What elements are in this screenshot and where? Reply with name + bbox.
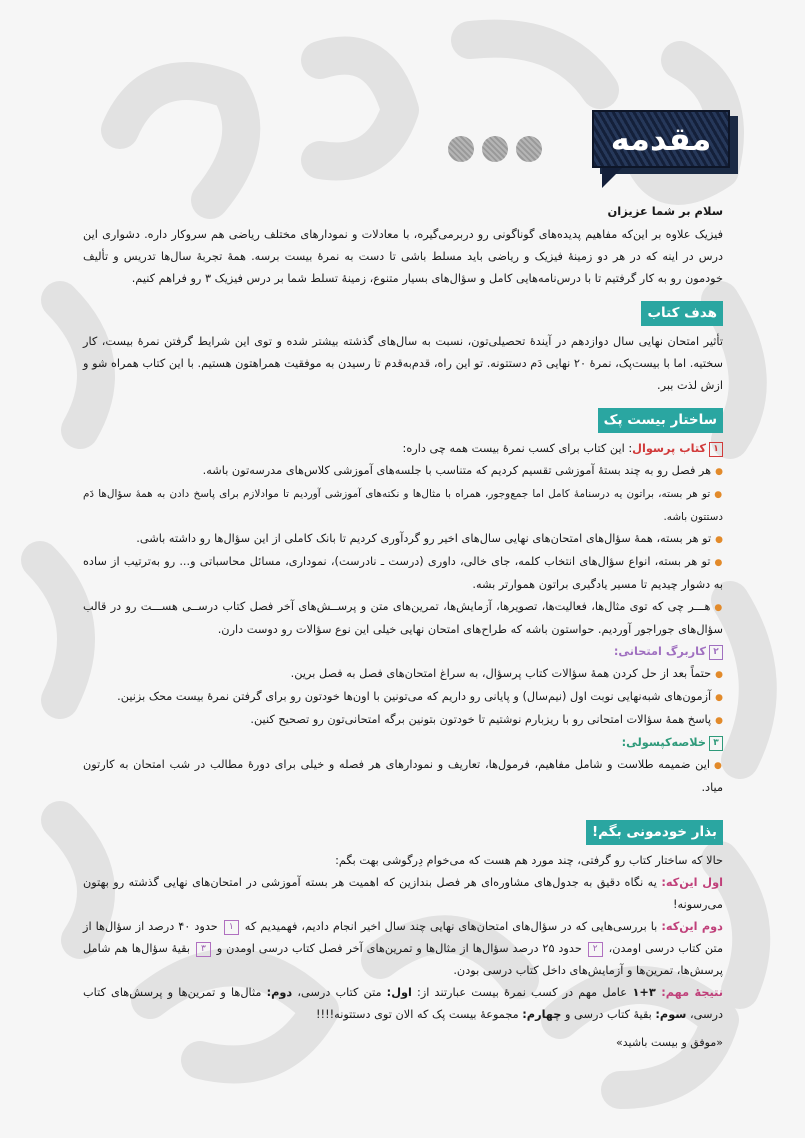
list-item: ● هـــر چی که توی مثال‌ها، فعالیت‌ها، تصویرها، آزمایش‌ها، تمرین‌های متن و پرســش‌های آخر فصل کتاب درســی هســـت رو در قالب سؤال‌های جوراجور آوردیم. حواستون باشه که طراح‌های امتحان نهایی خیلی این نوع سؤالات رو دوست دارن. [83,596,723,641]
section-heading-structure: ساختار بیست پک [598,408,723,433]
speech-tail-icon [602,166,624,188]
dot-icon [448,136,474,162]
item-title: کاربرگ امتحانی: [613,645,706,658]
list-item: ● هر فصل رو به چند بستهٔ آموزشی تقسیم کردیم که متناسب با جلسه‌های آموزشی کلاس‌های مدرسه‌تون باشه. [83,460,723,483]
item-title: کتاب پرسوال [632,442,706,455]
closing-line: «موفق و بیست باشید» [616,1036,723,1049]
second-text-d: بقیهٔ سؤال‌ها هم شامل پرسش‌ها، تمرین‌ها و آزمایش‌های داخل کتاب درسی بودن. [83,942,723,977]
structure-item-2 [83,641,723,663]
result-second-text: مثال‌ها و تمرین‌ها و پرسش‌های کتاب درسی، [83,986,723,1021]
result-fourth: چهارم: [522,1008,562,1021]
result-first: اول: [386,986,412,999]
section-heading-goal: هدف کتاب [641,301,723,326]
title-front [592,110,730,168]
list-item: ● تو هر بسته، انواع سؤال‌های انتخاب کلمه، جای خالی، داوری (درست ـ نادرست)، نموداری، مسائل محاسباتی و... رو به‌ترتیب از ساده به دشوار چیدیم تا مسیر یادگیری براتون هموارتر بشه. [83,551,723,596]
item-number-badge: ۱ [709,442,723,457]
first-text: یه نگاه دقیق به جدول‌های مشاوره‌ای هر فصل بندازین که اهمیت هر بسته آموزشی در امتحان‌های نهایی گذشته رو بهتون می‌رسونه! [83,876,723,911]
list-item: ● آزمون‌های شبه‌نهایی نوبت اول (نیم‌سال) و پایانی رو داریم که می‌تونین با اون‌ها خودتون رو برای گرفتن نمرهٔ بیست محک بزنین. [83,686,723,709]
result-fourth-text: مجموعهٔ بیست پک که الان توی دستتونه!!!! [316,1008,523,1021]
item-title: خلاصه‌کپسولی: [621,736,706,749]
result-text: عامل مهم در کسب نمرهٔ بیست عبارتند از: [411,986,627,999]
second-text-a: با بررسی‌هایی که در سؤال‌های امتحان‌های نهایی چند سال اخیر انجام دادیم، فهمیدیم که [244,920,662,933]
item-number-badge: ۳ [709,736,723,751]
result-third-text: بقیهٔ کتاب درسی و [561,1008,656,1021]
page-title-box [592,110,742,192]
section-heading-letus: بذار خودمونی بگم! [586,820,723,845]
goal-paragraph: تأثیر امتحان نهایی سال دوازدهم در آیندهٔ تحصیلی‌تون، نسبت به سال‌های گذشته بیشتر شده و توی این شرایط گرفتن نمرهٔ بیست، کار سختیه. اما با بیست‌پک، نمرهٔ ۲۰ نهایی دَم دستتونه. تو این راه، قدم‌به‌قدم تا رسیدن به موفقیت همراهتون هستیم. با این کتاب همراه شو و ازش لذت ببر. [83,335,723,392]
second-text-b: حدود ۴۰ درصد از سؤال‌ها از متن کتاب درسی اومدن، [83,920,723,955]
dot-icon [482,136,508,162]
list-item: ● حتماً بعد از حل کردن همهٔ سؤالات کتاب پرسؤال، به سراغ امتحان‌های فصل به فصل برین. [83,663,723,686]
letus-first [83,872,723,916]
result-label: نتیجهٔ مهم: [661,986,724,999]
item-lead: : این کتاب برای کسب نمرهٔ بیست همه چی داره: [402,442,633,455]
second-label: دوم این‌که: [661,920,723,933]
item-number-badge: ۲ [709,645,723,660]
structure-item-3 [83,732,723,754]
page-title: مقدمه [610,120,712,158]
result-first-text: متن کتاب درسی، [292,986,387,999]
greeting: سلام بر شما عزیزان [607,204,723,218]
result-formula: ۳+۱ [627,986,662,999]
dot-icon [516,136,542,162]
list-item: ● این ضمیمه طلاست و شامل مفاهیم، فرمول‌ها، تعاریف و نمودارهای هر فصله و خیلی برای دورهٔ مطالب در شب امتحان به کارتون میاد. [83,754,723,799]
second-text-c: حدود ۲۵ درصد سؤال‌ها از مثال‌ها و تمرین‌های آخر فصل کتاب درسی اومدن و [216,942,582,955]
number-box: ۲ [588,942,603,957]
number-box: ۳ [196,942,211,957]
decorative-dots [448,136,578,166]
number-box: ۱ [224,920,239,935]
letus-intro: حالا که ساختار کتاب رو گرفتی، چند مورد هم هست که می‌خوام دِرگوشی بهت بگم: [335,854,723,867]
structure-item-1 [83,438,723,460]
letus-second [83,916,723,982]
result-third: سوم: [655,1008,687,1021]
intro-paragraph: فیزیک علاوه بر این‌که مفاهیم پدیده‌های گوناگونی رو دربرمی‌گیره، با معادلات و نمودارهای مختلف ریاضی هم سروکار داره. دشواری این درس در اینه که در هر دو زمینهٔ فیزیک و ریاضی باید مسلط باشی تا دست به نمرهٔ بیست برسه. همهٔ تجربهٔ سال‌ها تدریس و تألیف خودمون رو به کار گرفتیم تا با درس‌نامه‌هایی کامل و سؤال‌های بسیار متنوع، زمینهٔ تسلط شما بر درس فیزیک ۳ رو فراهم کنیم. [83,228,723,285]
first-label: اول این‌که: [661,876,723,889]
list-item: ● پاسخ همهٔ سؤالات امتحانی رو با ریزبارم نوشتیم تا خودتون بتونین برگه امتحانی‌تون رو تصحیح کنین. [83,709,723,732]
main-content [83,200,723,1054]
list-item: ● تو هر بسته، براتون یه درسنامهٔ کامل اما جمع‌وجور، همراه با مثال‌ها و نکته‌های آموزشی آوردیم تا موادلازم برای پاسخ دادن به همهٔ سؤال‌ها دَم دستتون باشه. [83,483,723,528]
list-item: ● تو هر بسته، همهٔ سؤال‌های امتحان‌های نهایی سال‌های اخیر رو گردآوری کردیم تا بانک کاملی از این سؤال‌ها رو داشته باشی. [83,528,723,551]
letus-result [83,982,723,1026]
result-second: دوم: [266,986,293,999]
